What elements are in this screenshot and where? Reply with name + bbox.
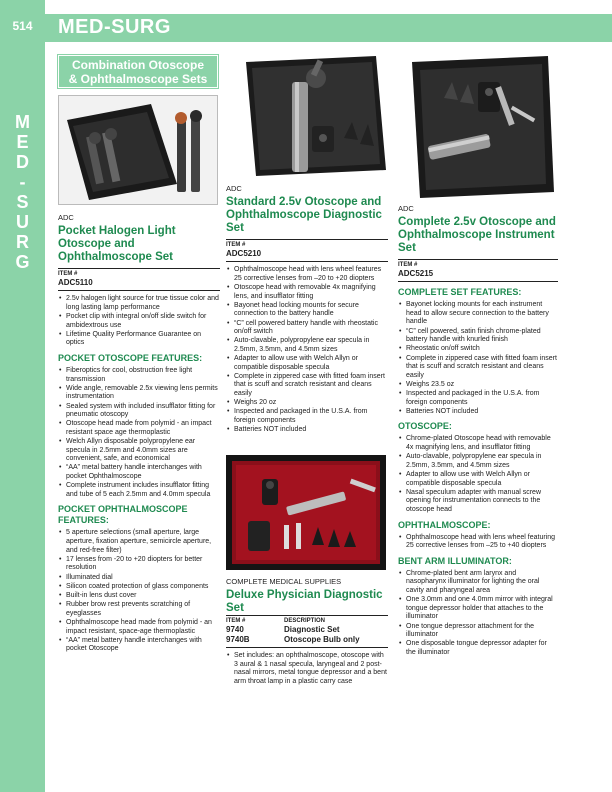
list-item: • Illuminated dial [58, 574, 220, 583]
feature-list [398, 435, 558, 514]
item-label: ITEM # [226, 239, 388, 250]
list-item: • Ophthalmoscope head made from polymid - an impact resistant, space-age thermoplastic [58, 619, 220, 636]
item-number: ADC5210 [226, 249, 388, 262]
feature-list [58, 367, 220, 499]
deluxe-set-image [226, 455, 386, 570]
list-item: • 17 lenses from -20 to +20 diopters for better resolution [58, 556, 220, 573]
list-item: • Complete in zippered case with fitted foam insert that is scuff and scratch resistant and cleans easily [226, 373, 388, 399]
list-item: • Chrome-plated bent arm larynx and nasopharynx illuminator for lighting the oral cavity and pharyngeal area [398, 570, 558, 596]
list-item: • Auto-clavable, polypropylene ear specula in 2.5mm, 3.5mm, and 4.5mm sizes [226, 337, 388, 354]
item-description: Otoscope Bulb only [284, 635, 388, 648]
product-title: Deluxe Physician Diagnostic Set [226, 588, 383, 614]
sidebar-letter: - [19, 172, 26, 192]
list-item: • “AA” metal battery handle interchanges with pocket Ophthalmoscope [58, 464, 220, 481]
list-item: • Adapter to allow use with Welch Allyn or compatible disposable specula [398, 471, 558, 488]
sidebar-letter: R [16, 232, 29, 252]
list-item: • Ophthalmoscope head with lens wheel features 25 corrective lenses from –20 to +20 diopters [226, 266, 388, 283]
sidebar-letter: D [16, 152, 29, 172]
list-item: • Silicon coated protection of glass components [58, 583, 220, 592]
item-label: ITEM # [226, 615, 284, 625]
list-item: • Complete instrument includes insufflator fitting and tube of 5 each 2.5mm and 4.0mm specula [58, 482, 220, 499]
item-label: ITEM # [58, 268, 220, 279]
list-item: • Pocket clip with integral on/off slide switch for ambidextrous use [58, 313, 220, 330]
deluxe-set-photo [226, 455, 386, 570]
standard-set-photo [226, 52, 390, 182]
list-item: • Lifetime Quality Performance Guarantee on optics [58, 331, 220, 348]
item-label: ITEM # [398, 259, 558, 270]
list-item: • Weighs 23.5 oz [398, 381, 558, 390]
list-item: • Bayonet locking mounts for each instrument head to allow secure connection to the battery handle [398, 301, 558, 327]
category-line: & Ophthalmoscope Sets [68, 72, 208, 86]
product-title: Standard 2.5v Otoscope and Ophthalmoscope Diagnostic Set [226, 195, 382, 234]
list-item: • One disposable tongue depressor adapter for the illuminator [398, 640, 558, 657]
feature-list [58, 295, 220, 348]
brand-label: ADC [58, 213, 74, 222]
table-row [226, 635, 388, 648]
list-item: • 2.5v halogen light source for true tissue color and long lasting lamp performance [58, 295, 220, 312]
list-item: • Batteries NOT included [226, 426, 388, 435]
list-item: • Welch Allyn disposable polypropylene ear specula in 2.5mm and 4.0mm sizes are convenient, safe, and economical [58, 438, 220, 464]
list-item: • Otoscope head with removable 4x magnifying lens, and insufflator fitting [226, 284, 388, 301]
list-item: • Complete in zippered case with fitted foam insert that is scuff and scratch resistant and cleans easily [398, 355, 558, 381]
product-title: Pocket Halogen Light Otoscope and Ophthalmoscope Set [58, 224, 176, 263]
product-col-2 [226, 185, 388, 435]
list-item: • Fiberoptics for cool, obstruction free light transmission [58, 367, 220, 384]
list-item: • Sealed system with included insufflator fitting for pneumatic otoscopy [58, 403, 220, 420]
list-item: • Inspected and packaged in the U.S.A. from foreign components [398, 390, 558, 407]
list-item: • Ophthalmoscope head with lens wheel featuring 25 corrective lenses from –25 to +40 diopters [398, 534, 558, 551]
list-item: • Auto-clavable, polypropylene ear specula in 2.5mm, 3.5mm, and 4.5mm sizes [398, 453, 558, 470]
list-item: • Rubber brow rest prevents scratching of eyeglasses [58, 601, 220, 618]
section-heading: OPHTHALMOSCOPE: [398, 519, 491, 530]
list-item: • Wide angle, removable 2.5x viewing lens permits instrumentation [58, 385, 220, 402]
brand-label: ADC [226, 184, 242, 193]
list-item: • Inspected and packaged in the U.S.A. from foreign components [226, 408, 388, 425]
section-heading: BENT ARM ILLUMINATOR: [398, 555, 512, 566]
feature-list [398, 534, 558, 551]
feature-list [58, 529, 220, 653]
complete-set-image [398, 52, 558, 202]
list-item: • Adapter to allow use with Welch Allyn or compatible disposable specula [226, 355, 388, 372]
complete-set-photo [398, 52, 558, 202]
feature-list [226, 652, 388, 686]
product-col-1 [58, 214, 220, 654]
pocket-set-photo [58, 95, 218, 205]
feature-list [398, 570, 558, 658]
brand-label: ADC [398, 204, 414, 213]
list-item: • Rheostatic on/off switch [398, 345, 558, 354]
section-heading: OTOSCOPE: [398, 421, 452, 432]
brand-label: COMPLETE MEDICAL SUPPLIES [226, 577, 342, 586]
item-number: ADC5215 [398, 269, 558, 282]
product-col-3 [398, 205, 558, 658]
list-item: • One tongue depressor attachment for the illuminator [398, 623, 558, 640]
list-item: • “AA” metal battery handle interchanges with pocket Otoscope [58, 637, 220, 654]
sidebar-letter: U [16, 212, 29, 232]
list-item: • “C” cell powered battery handle with rheostatic on/off switch [226, 320, 388, 337]
product-title: Complete 2.5v Otoscope and Ophthalmoscope Instrument Set [398, 215, 556, 254]
item-number: 9740 [226, 625, 244, 635]
list-item: • Bayonet head locking mounts for secure connection to the battery handle [226, 302, 388, 319]
list-item: • Built-in lens dust cover [58, 592, 220, 601]
list-item: • 5 aperture selections (small aperture, large aperture, fixation aperture, semicircle aperture, and red-free filter) [58, 529, 220, 555]
list-item: • Nasal speculum adapter with manual screw opening for instrumentation connects to the otoscope head [398, 489, 558, 515]
category-line: Combination Otoscope [72, 58, 204, 72]
product-col-2b [226, 578, 388, 687]
section-heading: POCKET OTOSCOPE FEATURES: [58, 352, 203, 363]
sidebar-letters [0, 112, 45, 272]
item-description: Diagnostic Set [284, 625, 340, 635]
feature-list [398, 301, 558, 416]
sidebar-letter: E [16, 132, 29, 152]
sidebar-letter: M [15, 112, 30, 132]
item-number: ADC5110 [58, 278, 220, 291]
list-item: • “C” cell powered, satin finish chrome-plated battery handle with knurled finish [398, 328, 558, 345]
standard-set-image [226, 52, 390, 182]
section-heading: COMPLETE SET FEATURES: [398, 287, 522, 298]
pocket-set-image [59, 96, 218, 205]
description-label: DESCRIPTION [284, 615, 388, 625]
sidebar-letter: G [15, 252, 30, 272]
feature-list [226, 266, 388, 435]
list-item: • Set includes: an ophthalmoscope, otoscope with 3 aural & 1 nasal specula, laryngeal and 2 post-nasal mirrors, metal tongue depressor and a bent arm throat lamp in a plastic carry case [226, 652, 388, 686]
item-number: 9740B [226, 635, 284, 648]
sidebar-letter: S [16, 192, 29, 212]
section-heading: POCKET OPHTHALMOSCOPE FEATURES: [58, 504, 188, 526]
page-number: 514 [12, 19, 33, 33]
table-row [226, 625, 388, 635]
list-item: • Weighs 20 oz [226, 399, 388, 408]
list-item: • One 3.0mm and one 4.0mm mirror with integral tongue depressor holder that attaches to the illuminator [398, 596, 558, 622]
list-item: • Chrome-plated Otoscope head with removable 4x magnifying lens, and insufflator fitting [398, 435, 558, 452]
category-box [58, 55, 218, 88]
list-item: • Otoscope head made from polymid - an impact resistant space age thermoplastic [58, 420, 220, 437]
list-item: • Batteries NOT included [398, 408, 558, 417]
section-title: MED-SURG [58, 16, 171, 38]
item-table [226, 615, 388, 649]
